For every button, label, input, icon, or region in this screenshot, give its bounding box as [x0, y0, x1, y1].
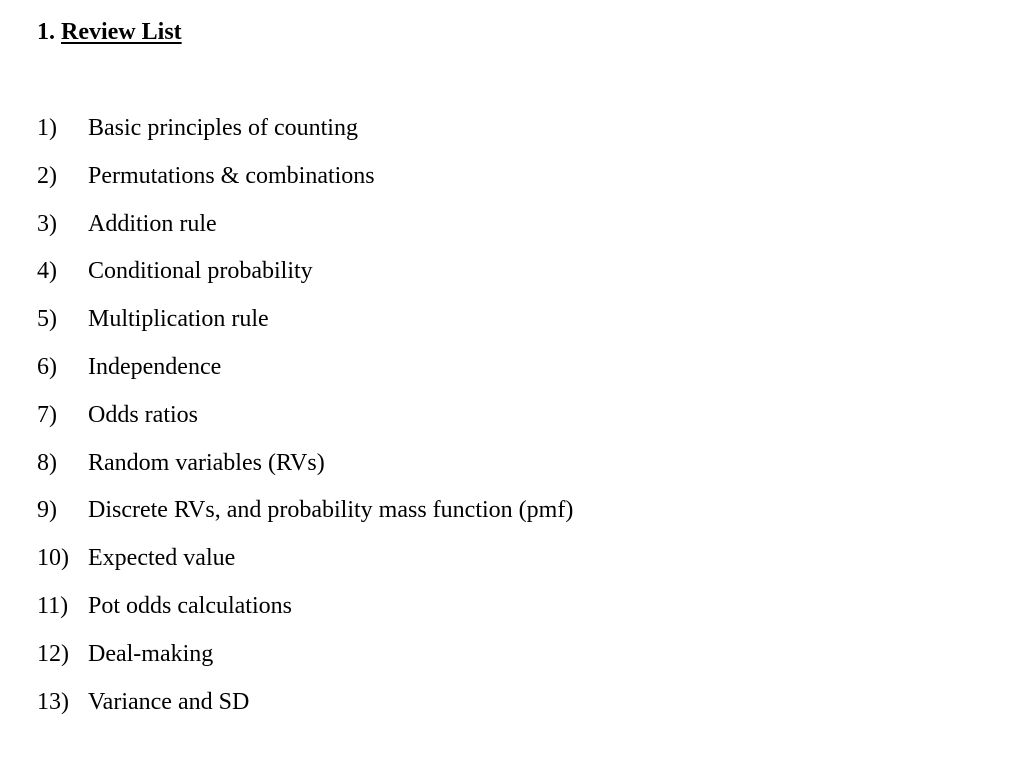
list-item-number: 1): [37, 115, 57, 141]
list-item-number: 3): [37, 210, 57, 237]
list-item: [37, 351, 573, 399]
list-item: [37, 542, 573, 590]
list-item-number: 12): [37, 640, 69, 667]
list-item-number: 11): [37, 592, 69, 619]
list-item-text: Conditional probability: [88, 258, 313, 285]
heading-number: 1.: [37, 19, 55, 45]
list-item-text: Basic principles of counting: [88, 115, 358, 141]
list-item-text: Addition rule: [88, 210, 217, 237]
list-item: [37, 590, 573, 638]
list-item: [37, 399, 573, 447]
list-item: [37, 303, 573, 351]
list-item: [37, 112, 573, 160]
heading-title: Review List: [61, 19, 182, 45]
list-item: [37, 160, 573, 208]
list-item-text: Pot odds calculations: [88, 592, 292, 619]
list-item-text: Variance and SD: [88, 688, 250, 715]
list-item: [37, 447, 573, 495]
list-item-text: Random variables (RVs): [88, 449, 325, 476]
review-list: [37, 112, 573, 733]
section-heading: [37, 17, 182, 47]
list-item-text: Odds ratios: [88, 401, 198, 428]
list-item-number: 5): [37, 306, 57, 333]
list-item-number: 13): [37, 688, 69, 715]
list-item-number: 7): [37, 401, 57, 428]
list-item-number: 9): [37, 497, 57, 524]
list-item-number: 6): [37, 353, 57, 380]
list-item: [37, 208, 573, 256]
list-item-text: Permutations & combinations: [88, 162, 375, 189]
list-item: [37, 686, 573, 734]
list-item-text: Multiplication rule: [88, 306, 269, 333]
list-item-number: 4): [37, 258, 57, 285]
list-item: [37, 255, 573, 303]
list-item-text: Expected value: [88, 545, 236, 572]
list-item-text: Deal-making: [88, 640, 214, 667]
list-item-text: Independence: [88, 353, 222, 380]
list-item: [37, 638, 573, 686]
list-item-text: Discrete RVs, and probability mass function (pmf): [88, 497, 574, 524]
list-item-number: 8): [37, 449, 57, 476]
list-item: [37, 494, 573, 542]
list-item-number: 2): [37, 162, 57, 189]
list-item-number: 10): [37, 545, 69, 572]
